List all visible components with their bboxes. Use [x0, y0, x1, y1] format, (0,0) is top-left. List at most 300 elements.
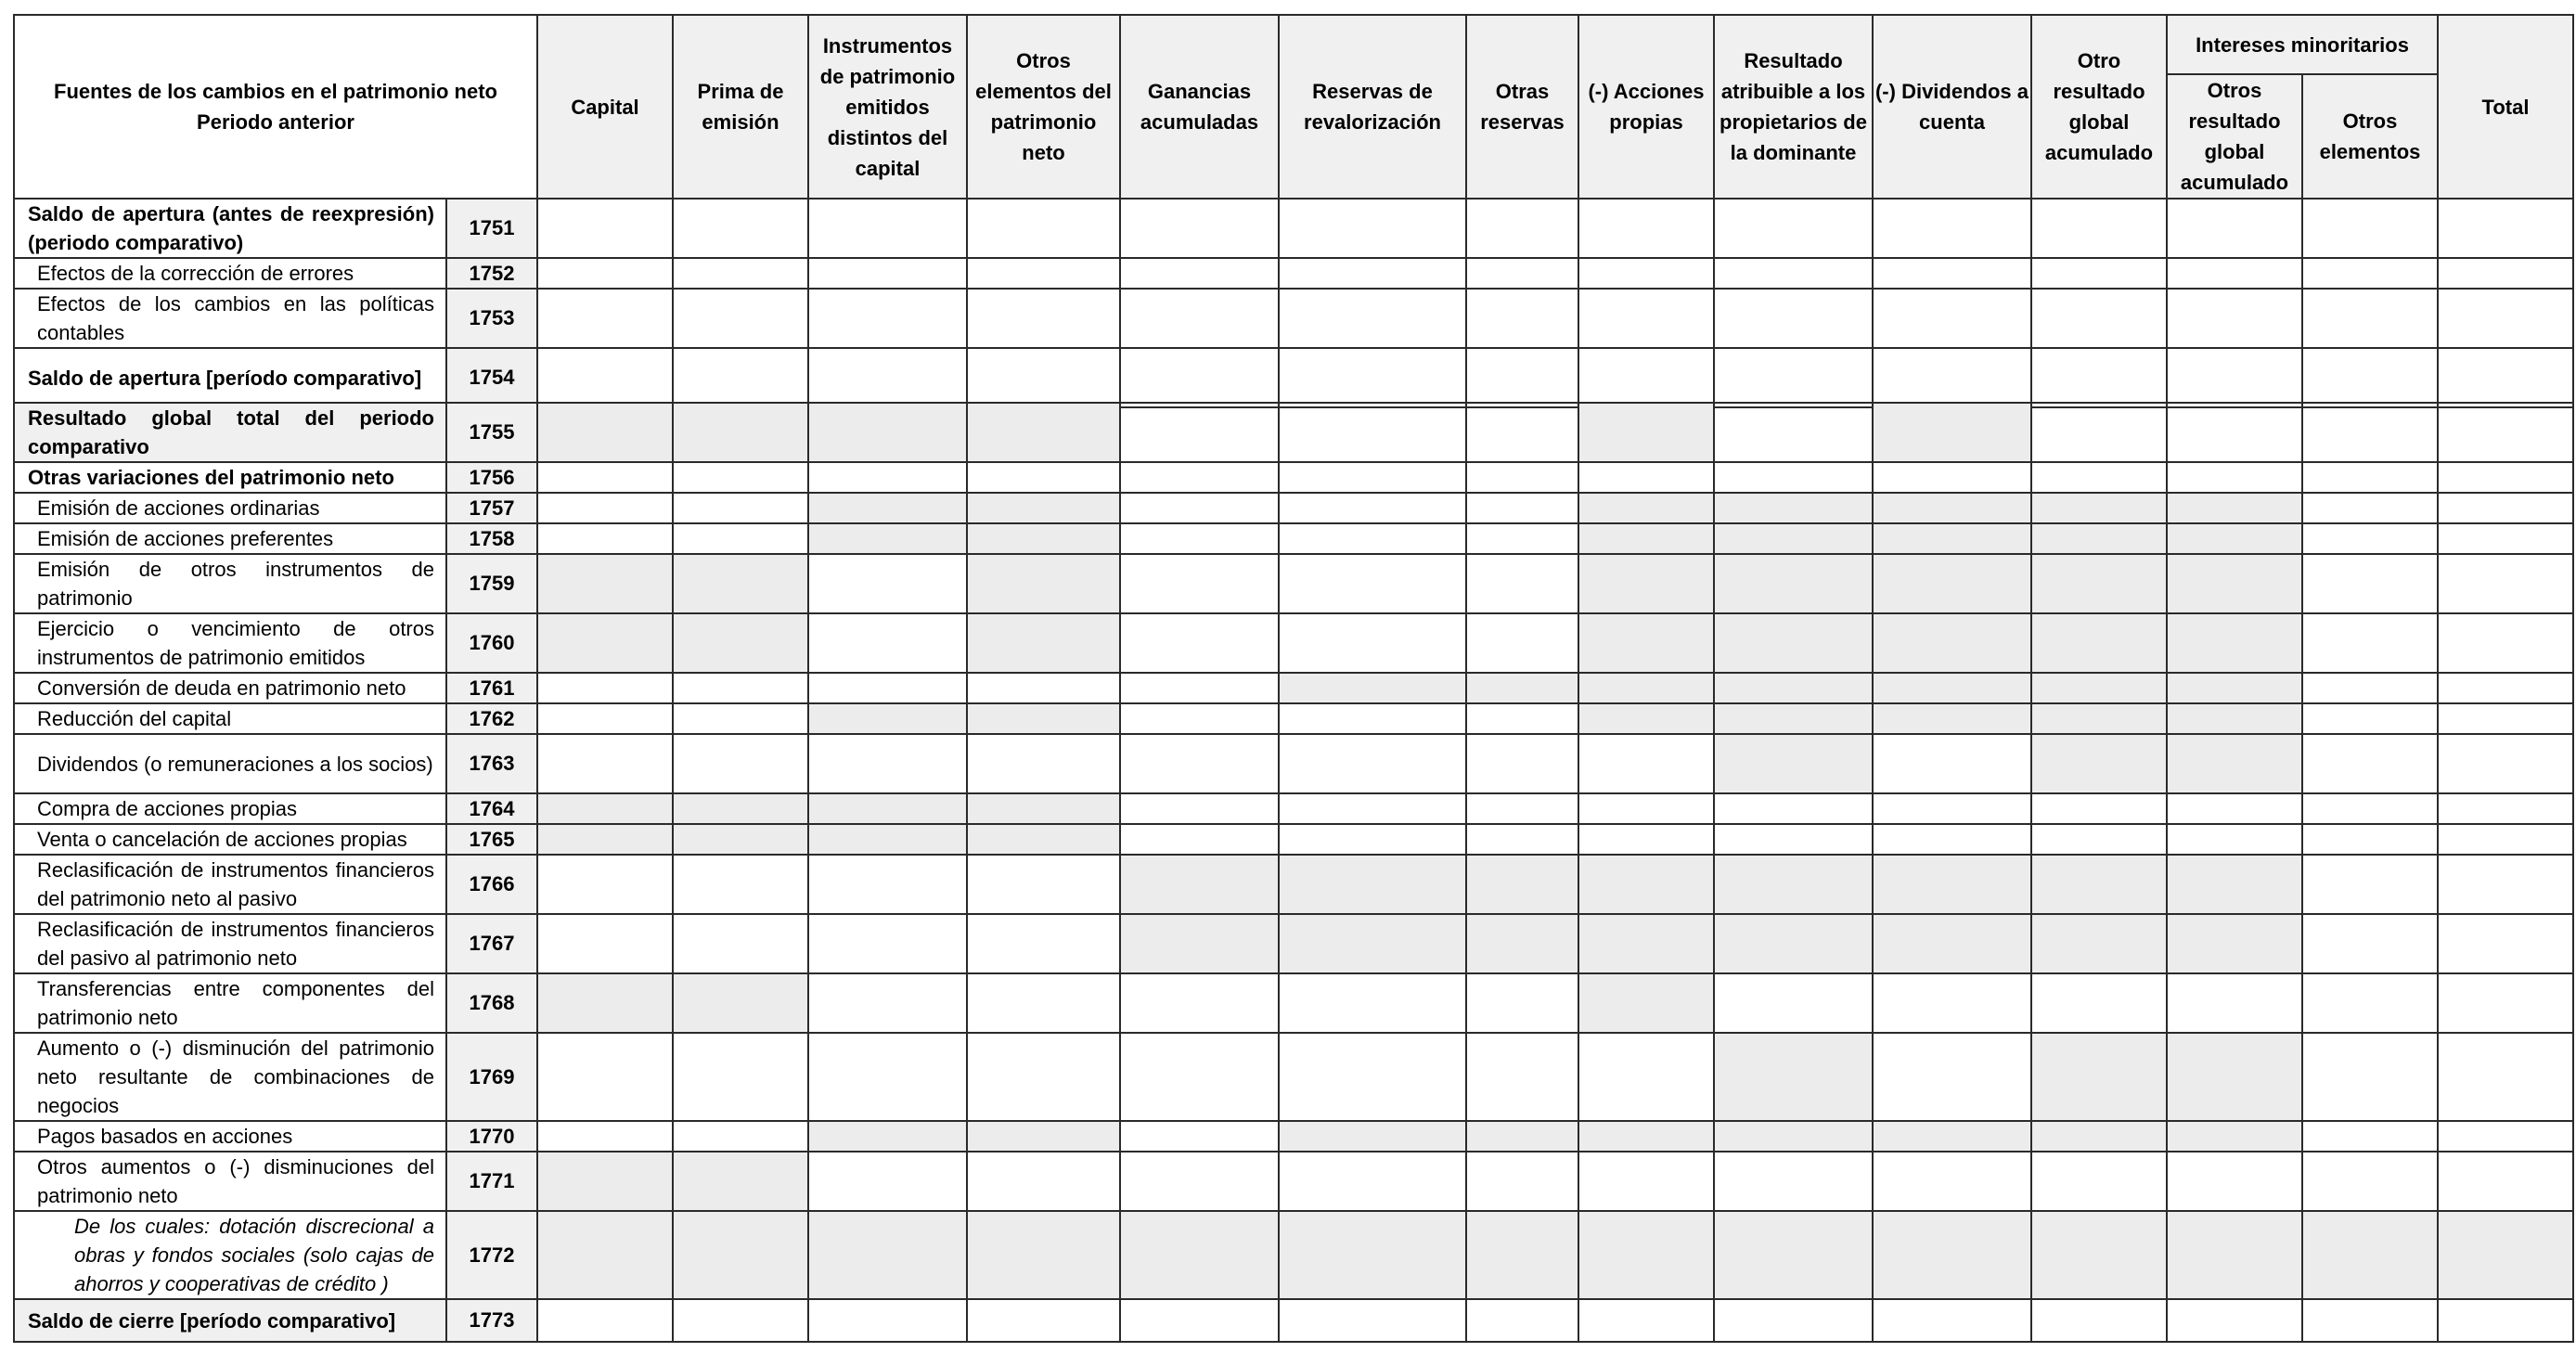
blocked-cell	[2167, 523, 2302, 554]
blocked-cell	[673, 793, 808, 824]
data-entry-cell[interactable]	[537, 914, 673, 973]
data-entry-cell[interactable]	[808, 613, 967, 673]
data-entry-cell[interactable]	[537, 523, 673, 554]
data-entry-cell[interactable]	[2031, 199, 2167, 258]
data-entry-cell[interactable]	[2167, 462, 2302, 493]
data-entry-cell[interactable]	[2438, 493, 2573, 523]
data-entry-cell[interactable]	[2438, 914, 2573, 973]
data-entry-cell[interactable]	[2031, 289, 2167, 348]
data-entry-cell[interactable]	[2302, 199, 2438, 258]
data-entry-cell[interactable]	[1578, 1299, 1714, 1342]
data-entry-cell[interactable]	[967, 673, 1120, 703]
data-entry-cell[interactable]	[2438, 613, 2573, 673]
data-entry-cell[interactable]	[1873, 258, 2031, 289]
data-entry-cell[interactable]	[967, 348, 1120, 407]
data-entry-cell[interactable]	[2302, 793, 2438, 824]
blocked-cell	[2031, 613, 2167, 673]
blocked-cell	[1714, 1121, 1873, 1152]
data-entry-cell[interactable]	[2438, 258, 2573, 289]
data-entry-cell[interactable]	[1120, 348, 1279, 407]
data-entry-cell[interactable]	[2031, 973, 2167, 1033]
data-entry-cell[interactable]	[673, 914, 808, 973]
data-entry-cell[interactable]	[2167, 973, 2302, 1033]
data-entry-cell[interactable]	[2302, 462, 2438, 493]
data-entry-cell[interactable]	[1873, 289, 2031, 348]
data-entry-cell[interactable]	[2302, 523, 2438, 554]
data-entry-cell[interactable]	[2438, 703, 2573, 734]
blocked-cell	[1466, 1211, 1578, 1299]
data-entry-cell[interactable]	[537, 673, 673, 703]
data-entry-cell[interactable]	[1466, 348, 1578, 407]
data-entry-cell[interactable]	[2302, 914, 2438, 973]
data-entry-cell[interactable]	[2302, 554, 2438, 613]
data-entry-cell[interactable]	[1714, 348, 1873, 407]
data-entry-cell[interactable]	[967, 289, 1120, 348]
data-entry-cell[interactable]	[1120, 793, 1279, 824]
data-entry-cell[interactable]	[673, 855, 808, 914]
blocked-cell	[1873, 855, 2031, 914]
blocked-cell	[2031, 914, 2167, 973]
col-header-ganancias-acumuladas: Ganancias acumuladas	[1120, 15, 1279, 199]
data-entry-cell[interactable]	[537, 703, 673, 734]
row-code: 1770	[446, 1121, 537, 1152]
row-label: De los cuales: dotación discrecional a obras y fondos sociales (solo cajas de ahorros y cooperativas de crédito )	[14, 1211, 446, 1299]
data-entry-cell[interactable]	[1120, 289, 1279, 348]
data-entry-cell[interactable]	[2438, 824, 2573, 855]
data-entry-cell[interactable]	[967, 199, 1120, 258]
data-entry-cell[interactable]	[2302, 734, 2438, 793]
blocked-cell	[1466, 914, 1578, 973]
data-entry-cell[interactable]	[967, 1299, 1120, 1342]
blocked-cell	[1578, 523, 1714, 554]
data-entry-cell[interactable]	[808, 1033, 967, 1121]
data-entry-cell[interactable]	[1120, 258, 1279, 289]
row-code: 1751	[446, 199, 537, 258]
data-entry-cell[interactable]	[1466, 403, 1578, 462]
data-entry-cell[interactable]	[673, 1299, 808, 1342]
data-entry-cell[interactable]	[673, 703, 808, 734]
data-entry-cell[interactable]	[1279, 824, 1466, 855]
data-entry-cell[interactable]	[1279, 973, 1466, 1033]
data-entry-cell[interactable]	[537, 1121, 673, 1152]
row-label: Reducción del capital	[14, 703, 446, 734]
data-entry-cell[interactable]	[1873, 1033, 2031, 1121]
blocked-cell	[2167, 734, 2302, 793]
data-entry-cell[interactable]	[537, 493, 673, 523]
data-entry-cell[interactable]	[808, 1299, 967, 1342]
data-entry-cell[interactable]	[1279, 1033, 1466, 1121]
data-entry-cell[interactable]	[2438, 199, 2573, 258]
blocked-cell	[1279, 855, 1466, 914]
table-row-1769	[14, 1033, 2573, 1121]
data-entry-cell[interactable]	[967, 258, 1120, 289]
row-label: Transferencias entre componentes del patrimonio neto	[14, 973, 446, 1033]
data-entry-cell[interactable]	[2167, 348, 2302, 407]
data-entry-cell[interactable]	[808, 673, 967, 703]
data-entry-cell[interactable]	[1120, 523, 1279, 554]
data-entry-cell[interactable]	[1873, 462, 2031, 493]
data-entry-cell[interactable]	[1279, 199, 1466, 258]
data-entry-cell[interactable]	[1466, 824, 1578, 855]
data-entry-cell[interactable]	[2302, 613, 2438, 673]
data-entry-cell[interactable]	[2302, 348, 2438, 407]
row-code: 1757	[446, 493, 537, 523]
data-entry-cell[interactable]	[1466, 462, 1578, 493]
data-entry-cell[interactable]	[967, 1152, 1120, 1211]
data-entry-cell[interactable]	[2302, 824, 2438, 855]
data-entry-cell[interactable]	[1873, 973, 2031, 1033]
data-entry-cell[interactable]	[1279, 403, 1466, 462]
data-entry-cell[interactable]	[1714, 1152, 1873, 1211]
table-row-1767	[14, 914, 2573, 973]
data-entry-cell[interactable]	[537, 462, 673, 493]
data-entry-cell[interactable]	[2167, 258, 2302, 289]
data-entry-cell[interactable]	[2302, 493, 2438, 523]
data-entry-cell[interactable]	[967, 855, 1120, 914]
data-entry-cell[interactable]	[2167, 793, 2302, 824]
data-entry-cell[interactable]	[2167, 403, 2302, 462]
data-entry-cell[interactable]	[1714, 403, 1873, 462]
col-header-otras-reservas: Otras reservas	[1466, 15, 1578, 199]
data-entry-cell[interactable]	[2031, 348, 2167, 407]
data-entry-cell[interactable]	[1466, 1152, 1578, 1211]
data-entry-cell[interactable]	[1279, 554, 1466, 613]
blocked-cell	[537, 1152, 673, 1211]
col-header-capital: Capital	[537, 15, 673, 199]
row-label: Ejercicio o vencimiento de otros instrumentos de patrimonio emitidos	[14, 613, 446, 673]
blocked-cell	[1578, 855, 1714, 914]
data-entry-cell[interactable]	[2438, 1152, 2573, 1211]
data-entry-cell[interactable]	[1873, 1299, 2031, 1342]
data-entry-cell[interactable]	[1120, 1152, 1279, 1211]
data-entry-cell[interactable]	[1466, 289, 1578, 348]
data-entry-cell[interactable]	[1578, 824, 1714, 855]
blocked-cell	[1466, 673, 1578, 703]
blocked-cell	[1873, 613, 2031, 673]
blocked-cell	[808, 493, 967, 523]
blocked-cell	[537, 1211, 673, 1299]
data-entry-cell[interactable]	[1120, 403, 1279, 462]
data-entry-cell[interactable]	[2167, 1299, 2302, 1342]
data-entry-cell[interactable]	[1873, 348, 2031, 407]
data-entry-cell[interactable]	[2302, 289, 2438, 348]
statement-table-opening	[13, 14, 2574, 408]
data-entry-cell[interactable]	[808, 734, 967, 793]
row-code: 1767	[446, 914, 537, 973]
data-entry-cell[interactable]	[2302, 673, 2438, 703]
data-entry-cell[interactable]	[1279, 1299, 1466, 1342]
data-entry-cell[interactable]	[1279, 613, 1466, 673]
data-entry-cell[interactable]	[1466, 258, 1578, 289]
data-entry-cell[interactable]	[1873, 199, 2031, 258]
data-entry-cell[interactable]	[2438, 1033, 2573, 1121]
data-entry-cell[interactable]	[2438, 554, 2573, 613]
data-entry-cell[interactable]	[1578, 1152, 1714, 1211]
data-entry-cell[interactable]	[967, 1033, 1120, 1121]
row-label: Emisión de otros instrumentos de patrimonio	[14, 554, 446, 613]
data-entry-cell[interactable]	[808, 258, 967, 289]
data-entry-cell[interactable]	[1578, 1033, 1714, 1121]
data-entry-cell[interactable]	[1578, 289, 1714, 348]
blocked-cell	[1873, 914, 2031, 973]
data-entry-cell[interactable]	[1714, 258, 1873, 289]
data-entry-cell[interactable]	[808, 914, 967, 973]
row-label: Otras variaciones del patrimonio neto	[14, 462, 446, 493]
data-entry-cell[interactable]	[1714, 199, 1873, 258]
data-entry-cell[interactable]	[1466, 493, 1578, 523]
data-entry-cell[interactable]	[537, 1033, 673, 1121]
data-entry-cell[interactable]	[2438, 793, 2573, 824]
data-entry-cell[interactable]	[537, 348, 673, 407]
data-entry-cell[interactable]	[2438, 673, 2573, 703]
row-label: Emisión de acciones ordinarias	[14, 493, 446, 523]
blocked-cell	[537, 554, 673, 613]
data-entry-cell[interactable]	[2031, 258, 2167, 289]
col-header-instrumentos-patrimonio: Instrumentos de patrimonio emitidos distintos del capital	[808, 15, 967, 199]
data-entry-cell[interactable]	[1466, 1033, 1578, 1121]
data-entry-cell[interactable]	[808, 554, 967, 613]
blocked-cell	[2167, 673, 2302, 703]
data-entry-cell[interactable]	[1120, 1033, 1279, 1121]
row-code: 1761	[446, 673, 537, 703]
data-entry-cell[interactable]	[808, 199, 967, 258]
data-entry-cell[interactable]	[2438, 855, 2573, 914]
data-entry-cell[interactable]	[1466, 523, 1578, 554]
data-entry-cell[interactable]	[1873, 1152, 2031, 1211]
blocked-cell	[2031, 1121, 2167, 1152]
data-entry-cell[interactable]	[2167, 199, 2302, 258]
data-entry-cell[interactable]	[1714, 824, 1873, 855]
blocked-cell	[537, 613, 673, 673]
data-entry-cell[interactable]	[537, 734, 673, 793]
data-entry-cell[interactable]	[1466, 793, 1578, 824]
data-entry-cell[interactable]	[967, 973, 1120, 1033]
data-entry-cell[interactable]	[673, 1033, 808, 1121]
data-entry-cell[interactable]	[2438, 348, 2573, 407]
data-entry-cell[interactable]	[673, 734, 808, 793]
data-entry-cell[interactable]	[537, 199, 673, 258]
data-entry-cell[interactable]	[1578, 734, 1714, 793]
data-entry-cell[interactable]	[1578, 348, 1714, 407]
table-row-1761	[14, 673, 2573, 703]
data-entry-cell[interactable]	[2302, 258, 2438, 289]
blocked-cell	[1714, 855, 1873, 914]
data-entry-cell[interactable]	[2438, 1121, 2573, 1152]
data-entry-cell[interactable]	[1279, 289, 1466, 348]
data-entry-cell[interactable]	[673, 1121, 808, 1152]
data-entry-cell[interactable]	[1120, 493, 1279, 523]
data-entry-cell[interactable]	[808, 348, 967, 407]
data-entry-cell[interactable]	[2031, 462, 2167, 493]
data-entry-cell[interactable]	[967, 914, 1120, 973]
data-entry-cell[interactable]	[1466, 554, 1578, 613]
row-code: 1773	[446, 1299, 537, 1342]
data-entry-cell[interactable]	[673, 258, 808, 289]
data-entry-cell[interactable]	[2031, 793, 2167, 824]
data-entry-cell[interactable]	[1578, 793, 1714, 824]
blocked-cell	[2031, 1033, 2167, 1121]
data-entry-cell[interactable]	[1873, 734, 2031, 793]
data-entry-cell[interactable]	[967, 734, 1120, 793]
data-entry-cell[interactable]	[1466, 734, 1578, 793]
data-entry-cell[interactable]	[1120, 734, 1279, 793]
col-header-prima-emision: Prima de emisión	[673, 15, 808, 199]
col-header-minoritarios-org: Otros resultado global acumulado	[2167, 74, 2302, 199]
table-row-1751	[14, 199, 2573, 258]
col-header-reservas-revalorizacion: Reservas de revalorización	[1279, 15, 1466, 199]
blocked-cell	[967, 613, 1120, 673]
data-entry-cell[interactable]	[1120, 1121, 1279, 1152]
data-entry-cell[interactable]	[2302, 1121, 2438, 1152]
data-entry-cell[interactable]	[1120, 1299, 1279, 1342]
data-entry-cell[interactable]	[673, 289, 808, 348]
table-row-1752	[14, 258, 2573, 289]
data-entry-cell[interactable]	[1714, 1299, 1873, 1342]
data-entry-cell[interactable]	[2302, 1299, 2438, 1342]
data-entry-cell[interactable]	[1466, 973, 1578, 1033]
row-code: 1769	[446, 1033, 537, 1121]
data-entry-cell[interactable]	[1714, 289, 1873, 348]
data-entry-cell[interactable]	[1279, 734, 1466, 793]
blocked-cell	[1279, 1121, 1466, 1152]
col-header-otro-resultado-global: Otro resultado global acumulado	[2031, 15, 2167, 199]
data-entry-cell[interactable]	[1714, 973, 1873, 1033]
data-entry-cell[interactable]	[2438, 462, 2573, 493]
blocked-cell	[1873, 1211, 2031, 1299]
data-entry-cell[interactable]	[1279, 793, 1466, 824]
data-entry-cell[interactable]	[2031, 824, 2167, 855]
row-label: Otros aumentos o (-) disminuciones del patrimonio neto	[14, 1152, 446, 1211]
blocked-cell	[808, 1211, 967, 1299]
blocked-cell	[1873, 1121, 2031, 1152]
blocked-cell	[1279, 914, 1466, 973]
blocked-cell	[2167, 914, 2302, 973]
data-entry-cell[interactable]	[2031, 403, 2167, 462]
data-entry-cell[interactable]	[967, 462, 1120, 493]
blocked-cell	[2167, 1121, 2302, 1152]
row-code: 1755	[446, 403, 537, 462]
data-entry-cell[interactable]	[1120, 462, 1279, 493]
data-entry-cell[interactable]	[808, 973, 967, 1033]
blocked-cell	[967, 1121, 1120, 1152]
data-entry-cell[interactable]	[1466, 199, 1578, 258]
data-entry-cell[interactable]	[808, 855, 967, 914]
data-entry-cell[interactable]	[673, 462, 808, 493]
table-row-1763	[14, 734, 2573, 793]
data-entry-cell[interactable]	[1120, 973, 1279, 1033]
data-entry-cell[interactable]	[1120, 554, 1279, 613]
blocked-cell	[537, 824, 673, 855]
data-entry-cell[interactable]	[1466, 1299, 1578, 1342]
blocked-cell	[1578, 1121, 1714, 1152]
col-header-dividendos-cuenta: (-) Dividendos a cuenta	[1873, 15, 2031, 199]
data-entry-cell[interactable]	[1578, 199, 1714, 258]
data-entry-cell[interactable]	[2438, 734, 2573, 793]
blocked-cell	[2167, 1033, 2302, 1121]
row-code: 1763	[446, 734, 537, 793]
data-entry-cell[interactable]	[2167, 824, 2302, 855]
data-entry-cell[interactable]	[1120, 673, 1279, 703]
data-entry-cell[interactable]	[1714, 462, 1873, 493]
data-entry-cell[interactable]	[1466, 703, 1578, 734]
data-entry-cell[interactable]	[1279, 523, 1466, 554]
table-row-1762	[14, 703, 2573, 734]
data-entry-cell[interactable]	[1279, 1152, 1466, 1211]
data-entry-cell[interactable]	[2167, 1152, 2302, 1211]
data-entry-cell[interactable]	[808, 1152, 967, 1211]
data-entry-cell[interactable]	[1578, 258, 1714, 289]
data-entry-cell[interactable]	[1120, 199, 1279, 258]
data-entry-cell[interactable]	[673, 673, 808, 703]
data-entry-cell[interactable]	[673, 199, 808, 258]
data-entry-cell[interactable]	[537, 1299, 673, 1342]
data-entry-cell[interactable]	[1120, 824, 1279, 855]
data-entry-cell[interactable]	[1873, 824, 2031, 855]
blocked-cell	[2031, 703, 2167, 734]
data-entry-cell[interactable]	[2302, 703, 2438, 734]
data-entry-cell[interactable]	[2302, 1033, 2438, 1121]
blocked-cell	[1120, 914, 1279, 973]
blocked-cell	[2031, 734, 2167, 793]
data-entry-cell[interactable]	[1714, 793, 1873, 824]
table-row-1773	[14, 1299, 2573, 1342]
data-entry-cell[interactable]	[1279, 493, 1466, 523]
data-entry-cell[interactable]	[2302, 855, 2438, 914]
blocked-cell	[2031, 523, 2167, 554]
blocked-cell	[1578, 1211, 1714, 1299]
row-code: 1756	[446, 462, 537, 493]
data-entry-cell[interactable]	[1279, 703, 1466, 734]
data-entry-cell[interactable]	[1279, 348, 1466, 407]
data-entry-cell[interactable]	[2438, 523, 2573, 554]
data-entry-cell[interactable]	[2302, 1152, 2438, 1211]
row-code: 1754	[446, 348, 537, 407]
data-entry-cell[interactable]	[537, 289, 673, 348]
data-entry-cell[interactable]	[673, 523, 808, 554]
data-entry-cell[interactable]	[2438, 973, 2573, 1033]
blocked-cell	[1714, 673, 1873, 703]
data-entry-cell[interactable]	[1578, 462, 1714, 493]
data-entry-cell[interactable]	[2438, 289, 2573, 348]
data-entry-cell[interactable]	[808, 289, 967, 348]
data-entry-cell[interactable]	[1279, 462, 1466, 493]
blocked-cell	[808, 824, 967, 855]
data-entry-cell[interactable]	[537, 855, 673, 914]
data-entry-cell[interactable]	[2438, 1299, 2573, 1342]
blocked-cell	[2167, 855, 2302, 914]
data-entry-cell[interactable]	[2302, 403, 2438, 462]
data-entry-cell[interactable]	[2302, 973, 2438, 1033]
data-entry-cell[interactable]	[1466, 613, 1578, 673]
data-entry-cell[interactable]	[2438, 403, 2573, 462]
col-group-intereses-minoritarios: Intereses minoritarios	[2167, 15, 2438, 74]
data-entry-cell[interactable]	[1120, 613, 1279, 673]
data-entry-cell[interactable]	[1873, 793, 2031, 824]
data-entry-cell[interactable]	[1279, 258, 1466, 289]
blocked-cell	[967, 523, 1120, 554]
data-entry-cell[interactable]	[2031, 1152, 2167, 1211]
data-entry-cell[interactable]	[537, 258, 673, 289]
table-row-1771	[14, 1152, 2573, 1211]
table-title: Fuentes de los cambios en el patrimonio neto	[54, 80, 497, 103]
data-entry-cell[interactable]	[673, 348, 808, 407]
data-entry-cell[interactable]	[808, 462, 967, 493]
row-label: Dividendos (o remuneraciones a los socios)	[14, 734, 446, 793]
data-entry-cell[interactable]	[2031, 1299, 2167, 1342]
data-entry-cell[interactable]	[1120, 703, 1279, 734]
data-entry-cell[interactable]	[673, 493, 808, 523]
data-entry-cell[interactable]	[2167, 289, 2302, 348]
